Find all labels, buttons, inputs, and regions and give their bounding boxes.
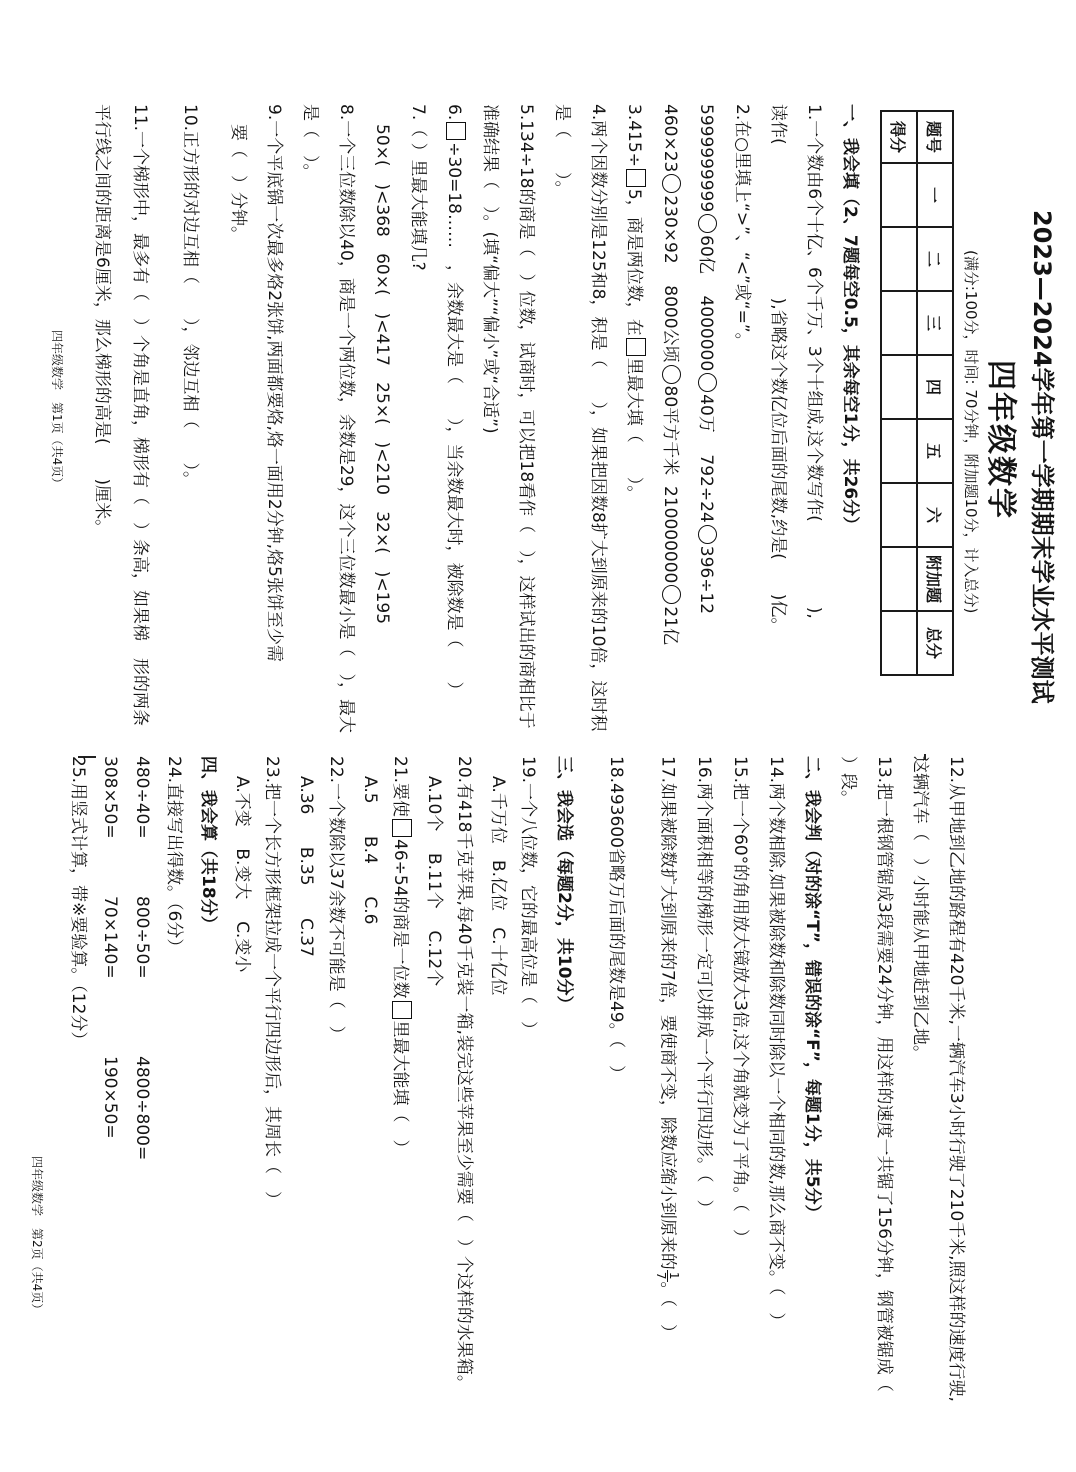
question-18: 18.493600省略万后面的尾数是49。（ ） [606, 756, 626, 1083]
score-cell: 五 [917, 419, 953, 483]
question-5-line-2: 准确结果（ ）。(填“偏大”“偏小”或“合适”) [480, 104, 500, 434]
question-17-text: 。（ ） [657, 1281, 678, 1341]
score-table-score-row [881, 111, 917, 675]
score-blank[interactable] [881, 227, 917, 291]
score-blank[interactable] [881, 611, 917, 675]
question-2-row-1 [694, 104, 718, 614]
question-4-line-1: 4.两个因数分别是125和8，积是（ ），如果把因数8扩大到原来的10倍，这时积 [588, 104, 608, 732]
question-23-options [230, 776, 254, 972]
question-19: 19.一个八位数，它的最高位是（ ） [518, 756, 538, 1039]
compare-item: 80平方千米 [660, 385, 680, 476]
question-12-line-1: 12.从甲地到乙地的路程有420千米,一辆汽车3小时行驶了210千米,照这样的速度行驶, [946, 756, 966, 1402]
calc-item: 308×50= [100, 756, 120, 839]
compare-item: 4000000 [696, 295, 716, 372]
question-24-row-2 [98, 756, 122, 1139]
question-24-row-1 [130, 756, 154, 1160]
option-a[interactable]: A.10个 [424, 776, 444, 832]
question-2-row-2 [658, 104, 682, 645]
compare-item: 396÷12 [696, 545, 716, 615]
question-23: 23.把一个长方形框架拉成一个平行四边形后，其周长（ ） [262, 756, 282, 1209]
option-b[interactable]: B.亿位 [488, 859, 508, 912]
question-5-line-1: 5.134÷18的商是（ ）位数，试商时，可以把18看作（ ），这样试出的商相比于 [516, 104, 536, 729]
question-2: 2.在○里填上“>”、“<”或“=”。 [732, 104, 752, 350]
score-blank[interactable] [881, 355, 917, 419]
calc-item: 480÷40= [132, 756, 152, 839]
score-blank[interactable] [881, 547, 917, 611]
question-8-line-2: 是（ ）。 [300, 104, 320, 181]
score-blank[interactable] [881, 483, 917, 547]
page-2-footer: 四年级数学 第2页（共4页） [30, 1156, 44, 1316]
question-24: 24.直接写出得数。（6分） [164, 756, 184, 956]
score-blank[interactable] [881, 291, 917, 355]
question-3-text: 5，商是两位数，在 [624, 188, 644, 336]
question-19-options [486, 776, 510, 996]
option-a[interactable]: A.5 [360, 776, 380, 804]
compare-item: 230×92 [660, 195, 680, 264]
answer-box[interactable] [392, 1001, 412, 1019]
score-info: (满分:100分，时间: 70分钟，附加题10分，计入总分) [962, 250, 980, 614]
compare-circle[interactable] [662, 585, 681, 604]
question-13-line-2: ）段。 [838, 756, 858, 807]
compare-item: 40万 [696, 394, 716, 433]
question-1-line-1: 1.一个数由6个十亿、6个千万、3个十组成,这个数写作( ), [804, 104, 824, 619]
compare-item: 60亿 [696, 235, 716, 274]
calc-item: 4800÷800= [132, 1056, 152, 1161]
score-cell: 六 [917, 483, 953, 547]
question-3-text: 里最大填（ ）。 [624, 357, 644, 503]
question-13-line-1: 13.把一根钢管锯成3段需要24分钟，用这样的速度一共锯了156分钟，钢管被锯成（ [874, 756, 894, 1392]
question-11-line-2: 平行线之间的距离是6厘米，那么梯形的高是( )厘米。 [92, 104, 112, 537]
compare-circle[interactable] [662, 365, 681, 384]
option-c[interactable]: C.十亿位 [488, 927, 508, 996]
question-6-text: 6. [444, 104, 464, 121]
option-c[interactable]: C.12个 [424, 930, 444, 987]
section-1-heading: 一、我会填（2、7题每空0.5，其余每空1分，共26分） [840, 104, 860, 534]
question-20-options [422, 776, 446, 986]
question-6 [442, 104, 466, 699]
score-cell: 三 [917, 291, 953, 355]
section-4-heading: 四、我会算（共18分） [198, 756, 218, 933]
question-15: 15.把一个60°的角用放大镜放大3倍,这个角就变为了平角。（ ） [730, 756, 750, 1246]
exam-subtitle: 四年级数学 [983, 360, 1018, 520]
question-6-text: ÷30=18…… ，余数最大是（ ），当余数最大时，被除数是（ ） [444, 142, 464, 699]
compare-item: 21亿 [660, 606, 680, 645]
answer-box[interactable] [626, 169, 646, 187]
question-7: 7.（ ）里最大能填几? [408, 104, 428, 271]
question-12-line-2: 这辆汽车（ ）小时能从甲地赶到乙地。 [910, 756, 930, 1062]
calc-item: 190×50= [100, 1056, 120, 1139]
compare-item: 210000000 [660, 486, 680, 584]
question-21-text: 里最大能填（ ） [390, 1020, 410, 1157]
question-11-line-1: 11.一个梯形中，最多有（ ）个角是直角，梯形有（ ）条高，如果梯 形的两条 [130, 104, 150, 727]
question-21-text: 46÷54的商是一位数 [390, 839, 410, 999]
option-b[interactable]: B.11个 [424, 853, 444, 909]
score-cell: 一 [917, 163, 953, 227]
option-a[interactable]: A.不变 [232, 776, 252, 827]
compare-circle[interactable] [698, 373, 717, 392]
answer-box[interactable] [392, 819, 412, 837]
question-17-text: 17.如果被除数扩大到原来的7倍，要使商不变，除数应缩小到原来的 [657, 756, 678, 1270]
option-c[interactable]: C.37 [296, 917, 316, 957]
question-21-options [358, 776, 382, 924]
inequality-item: 60×( )<417 [372, 253, 392, 366]
option-c[interactable]: C.6 [360, 896, 380, 925]
question-1-line-2: 读作( ),省略这个数亿位后面的尾数,约是( )亿。 [768, 104, 788, 635]
compare-circle[interactable] [662, 174, 681, 193]
option-b[interactable]: B.变大 [232, 848, 252, 900]
compare-item: 792÷24 [696, 454, 716, 523]
compare-item: 8000公顷 [660, 285, 680, 363]
question-8-line-1: 8.一个三位数除以40，商是一个两位数，余数是29，这个三位数最小是（ ），最大 [336, 104, 356, 733]
calc-item: 800÷50= [132, 896, 152, 979]
question-25: 25.用竖式计算，带※要验算。（12分） [68, 756, 88, 1049]
question-9-line-1: 9.一个平底锅一次最多烙2张饼,两面都要烙,烙一面用2分钟,烙5张饼至少需 [264, 104, 284, 662]
question-4-line-2: 是（ ）。 [552, 104, 572, 198]
question-9-line-2: 要（ ）分钟。 [228, 124, 248, 243]
score-cell: 四 [917, 355, 953, 419]
section-2-heading: 二、我会判（对的涂“T”，错误的涂“F”，每题1分，共5分） [802, 756, 822, 1222]
fraction-numerator: 1 [667, 1271, 681, 1280]
answer-box[interactable] [626, 338, 646, 356]
option-c[interactable]: C.变小 [232, 921, 252, 973]
fraction-one-seventh [655, 1270, 680, 1282]
exam-page-2 [0, 736, 1076, 1472]
question-22: 22.一个数除以37余数不可能是（ ） [326, 756, 346, 1043]
score-table [880, 110, 954, 676]
question-21-text: 21.要使 [390, 756, 410, 818]
question-20: 20.有418千克苹果,每40千克装一箱,装完这些苹果至少需要（ ）个这样的水果箱。 [454, 756, 474, 1392]
calc-item: 70×140= [100, 896, 120, 979]
question-7-items [370, 124, 394, 624]
option-b[interactable]: B.35 [296, 846, 316, 886]
compare-circle[interactable] [698, 525, 717, 544]
exam-title: 2023—2024学年第一学期期末学业水平测试 [1028, 210, 1056, 704]
score-blank[interactable] [881, 163, 917, 227]
score-cell: 附加题 [917, 547, 953, 611]
question-14: 14.两个数相除,如果被除数和除数同时除以一个相同的数,那么商不变。（ ） [766, 756, 786, 1330]
inequality-item: 50×( )<368 [372, 124, 392, 237]
page-1-footer: 四年级数学 第1页（共4页） [50, 330, 64, 490]
inequality-item: 32×( )<195 [372, 511, 392, 625]
question-3-text: 3.415÷ [624, 104, 644, 167]
section-3-heading: 三、我会选（每题2分，共10分） [554, 756, 574, 1013]
option-b[interactable]: B.4 [360, 836, 380, 864]
option-a[interactable]: A.36 [296, 776, 316, 815]
score-cell: 总分 [917, 611, 953, 675]
fraction-denominator: 7 [654, 1271, 668, 1280]
question-3 [622, 104, 646, 502]
question-22-options [294, 776, 318, 957]
question-16: 16.两个面积相等的梯形一定可以拼成一个平行四边形。（ ） [694, 756, 714, 1217]
score-table-header-row [917, 111, 953, 675]
compare-circle[interactable] [698, 214, 717, 233]
question-17 [655, 756, 680, 1341]
compare-item: 460×23 [660, 104, 680, 173]
score-cell: 得分 [881, 111, 917, 163]
question-10: 10.正方形的对边互相（ ），邻边互相（ ）。 [180, 104, 200, 489]
score-cell: 题号 [917, 111, 953, 163]
compare-item: 5999999999 [696, 104, 716, 213]
score-cell: 二 [917, 227, 953, 291]
inequality-item: 25×( )<210 [372, 382, 392, 495]
option-a[interactable]: A.千万位 [488, 776, 508, 844]
score-blank[interactable] [881, 419, 917, 483]
answer-box[interactable] [446, 122, 466, 140]
question-21 [388, 756, 412, 1157]
